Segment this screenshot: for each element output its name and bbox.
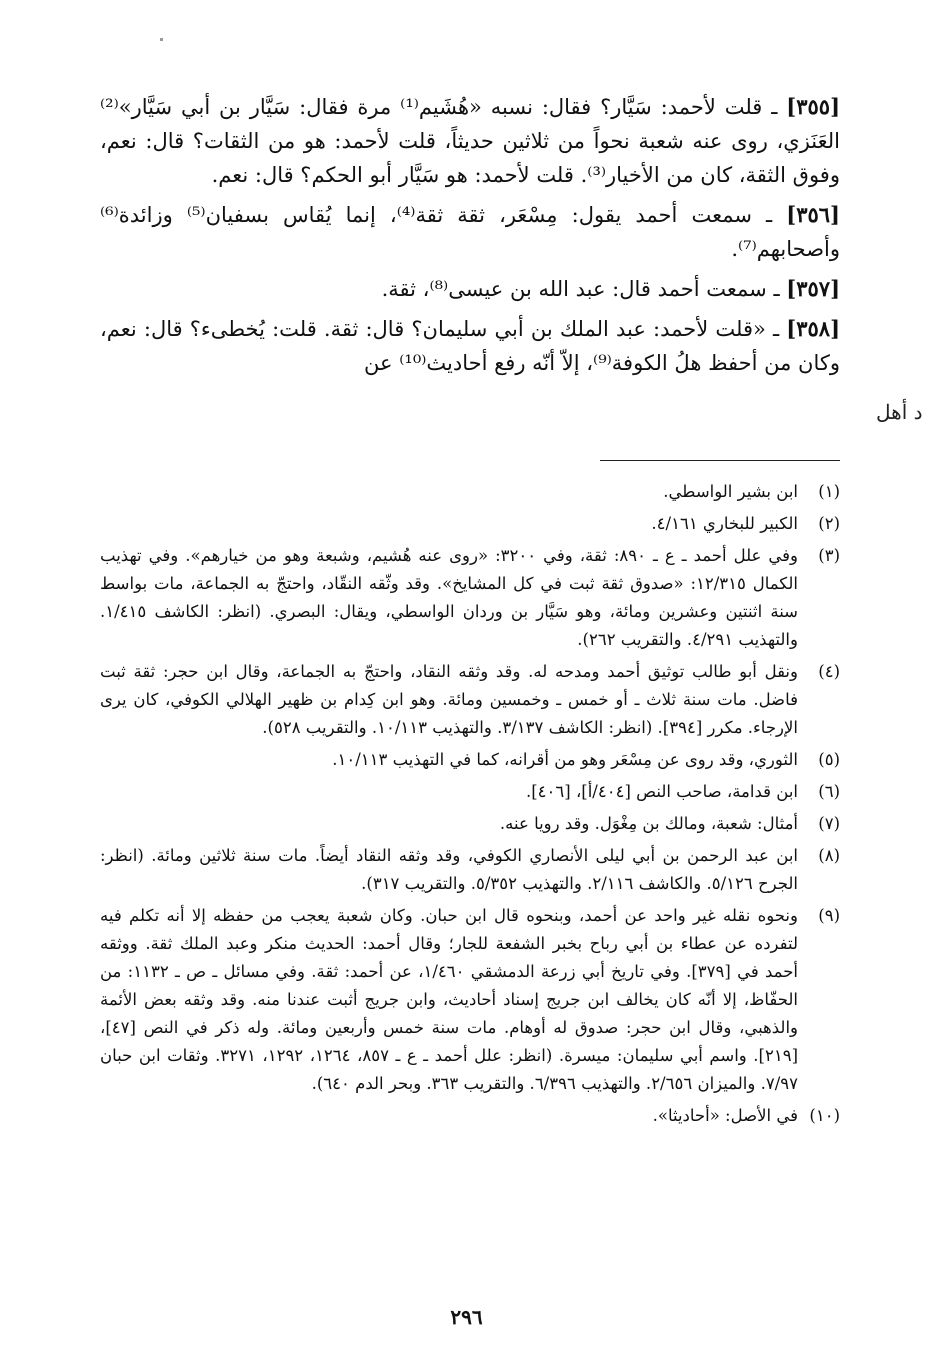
footnote-1 <box>100 478 840 506</box>
footnote-text: الكبير للبخاري ٤/١٦١. <box>651 514 798 533</box>
footnote-number: (١) <box>818 482 840 501</box>
entry-number: [٣٥٦] <box>786 202 840 227</box>
footnote-text: وفي علل أحمد ـ ع ـ ٨٩٠: ثقة، وفي ٣٢٠٠: «روى عنه هُشيم، وشبعة وهو من خيارهم». وفي تهذيب الكمال ١٢/٣١٥: «صدوق ثقة ثبت في كل المشايخ». وقد وثّقه النقّاد، واحتجّ به الجماعة، مات بواسط سنة اثنتين وعشرين ومائة، وهو سَيَّار بن وردان الواسطي، ويقال: البصري. (انظر: الكاشف ١/٤١٥. والتهذيب ٤/٢٩١. والتقريب ٢٦٢). <box>100 546 799 649</box>
scan-mark <box>160 38 163 41</box>
footnote-number: (٤) <box>818 662 840 681</box>
footnote-separator <box>600 460 840 461</box>
entry-355 <box>100 90 840 192</box>
footnote-number: (٢) <box>818 514 840 533</box>
footnote-number: (٦) <box>818 782 840 801</box>
footnote-number: (٨) <box>818 846 840 865</box>
footnote-text: الثوري، وقد روى عن مِسْعَر وهو من أقرانه، كما في التهذيب ١٠/١١٣. <box>332 750 798 769</box>
footnote-text: في الأصل: «أحاديثا». <box>652 1106 798 1125</box>
footnote-number: (٧) <box>818 814 840 833</box>
entry-358 <box>100 312 840 380</box>
footnote-text: أمثال: شعبة، ومالك بن مِغْوَل. وقد رويا عنه. <box>499 814 798 833</box>
main-text <box>100 90 840 386</box>
footnote-text: ابن عبد الرحمن بن أبي ليلى الأنصاري الكوفي، وقد وثقه النقاد أيضاً. مات سنة ثلاثين ومائة. (انظر: الجرح ٥/١٢٦. والكاشف ٢/١١٦. والتهذيب ٥/٣٥٢. والتقريب ٣١٧). <box>100 846 798 893</box>
entry-text: ـ سمعت أحمد قال: عبد الله بن عيسى⁽⁸⁾، ثقة. <box>381 277 780 301</box>
entry-text: ـ سمعت أحمد يقول: مِسْعَر، ثقة ثقة⁽⁴⁾، إنما يُقاس بسفيان⁽⁵⁾ وزائدة⁽⁶⁾ وأصحابهم⁽⁷⁾. <box>100 203 840 261</box>
entry-text: ـ قلت لأحمد: سَيَّار؟ فقال: نسبه «هُشَيم⁽¹⁾ مرة فقال: سَيَّار بن أبي سَيَّار»⁽²⁾ العَنَزي، روى عنه شعبة نحواً من ثلاثين حديثاً، قلت لأحمد: هو من الثقات؟ قال: نعم، وفوق الثقة، كان من الأخيار⁽³⁾. قلت لأحمد: هو سَيَّار أبو الحكم؟ قال: نعم. <box>100 95 840 187</box>
footnote-number: (١٠) <box>809 1106 840 1125</box>
footnote-text: ابن قدامة، صاحب النص [٤٠٤/أ]، [٤٠٦]. <box>525 782 798 801</box>
footnote-6 <box>100 778 840 806</box>
page-number: ٢٩٦ <box>450 1305 483 1329</box>
entry-357 <box>100 272 840 306</box>
entry-356 <box>100 198 840 266</box>
footnote-4 <box>100 658 840 742</box>
footnote-number: (٩) <box>818 906 840 925</box>
footnote-3 <box>100 542 840 654</box>
footnote-number: (٥) <box>818 750 840 769</box>
footnotes <box>100 478 840 1134</box>
footnote-5 <box>100 746 840 774</box>
footnote-2 <box>100 510 840 538</box>
footnote-10 <box>100 1102 840 1130</box>
footnote-text: ابن بشير الواسطي. <box>663 482 798 501</box>
footnote-text: ونقل أبو طالب توثيق أحمد ومدحه له. وقد وثقه النقاد، واحتجّ به الجماعة، وقال ابن حجر: ثقة ثبت فاضل. مات سنة ثلاث ـ أو خمس ـ وخمسين ومائة. وهو ابن كِدام بن ظهير الهلالي الكوفي، كان يرى الإرجاء. مكرر [٣٩٤]. (انظر: الكاشف ٣/١٣٧. والتهذيب ١٠/١١٣. والتقريب ٥٢٨). <box>100 662 798 737</box>
margin-correction: د أهل <box>876 400 923 424</box>
footnote-number: (٣) <box>818 546 840 565</box>
footnote-9 <box>100 902 840 1098</box>
footnote-text: ونحوه نقله غير واحد عن أحمد، وبنحوه قال ابن حبان. وكان شعبة يعجب من حفظه إلا أنه تكلم فيه لتفرده عن عطاء بن أبي رباح بخبر الشفعة للجار؛ وقال أحمد: الحديث منكر وعبد الملك ثقة. ووثقه أحمد في [٣٧٩]. وفي تاريخ أبي زرعة الدمشقي ١/٤٦٠، عن أحمد: ثقة. وفي مسائل ـ ص ـ ١١٣٢: من الحفّاظ، إلا أنّه كان يخالف ابن جريج إسناد أحاديث، وابن جريج أثبت عندنا منه. وقد وثقه بعض الأئمة والذهبي، وقال ابن حجر: صدوق له أوهام. مات سنة خمس وأربعين ومائة. وله ذكر في النص [٤٧]، [٢١٩]. واسم أبي سليمان: ميسرة. (انظر: علل أحمد ـ ع ـ ٨٥٧، ١٢٦٤، ١٢٩٢، ٣٢٧١. وثقات ابن حبان ٧/٩٧. والميزان ٢/٦٥٦. والتهذيب ٦/٣٩٦. والتقريب ٣٦٣. وبحر الدم ٦٤٠). <box>100 906 799 1093</box>
entry-number: [٣٥٥] <box>786 94 840 119</box>
footnote-8 <box>100 842 840 898</box>
entry-number: [٣٥٨] <box>786 316 840 341</box>
footnote-7 <box>100 810 840 838</box>
entry-text: ـ «قلت لأحمد: عبد الملك بن أبي سليمان؟ قال: ثقة. قلت: يُخطىء؟ قال: نعم، وكان من أحفظ هلُ الكوفة⁽⁹⁾، إلاّ أنّه رفع أحاديث⁽¹⁰⁾ عن <box>100 317 840 375</box>
entry-number: [٣٥٧] <box>786 276 840 301</box>
